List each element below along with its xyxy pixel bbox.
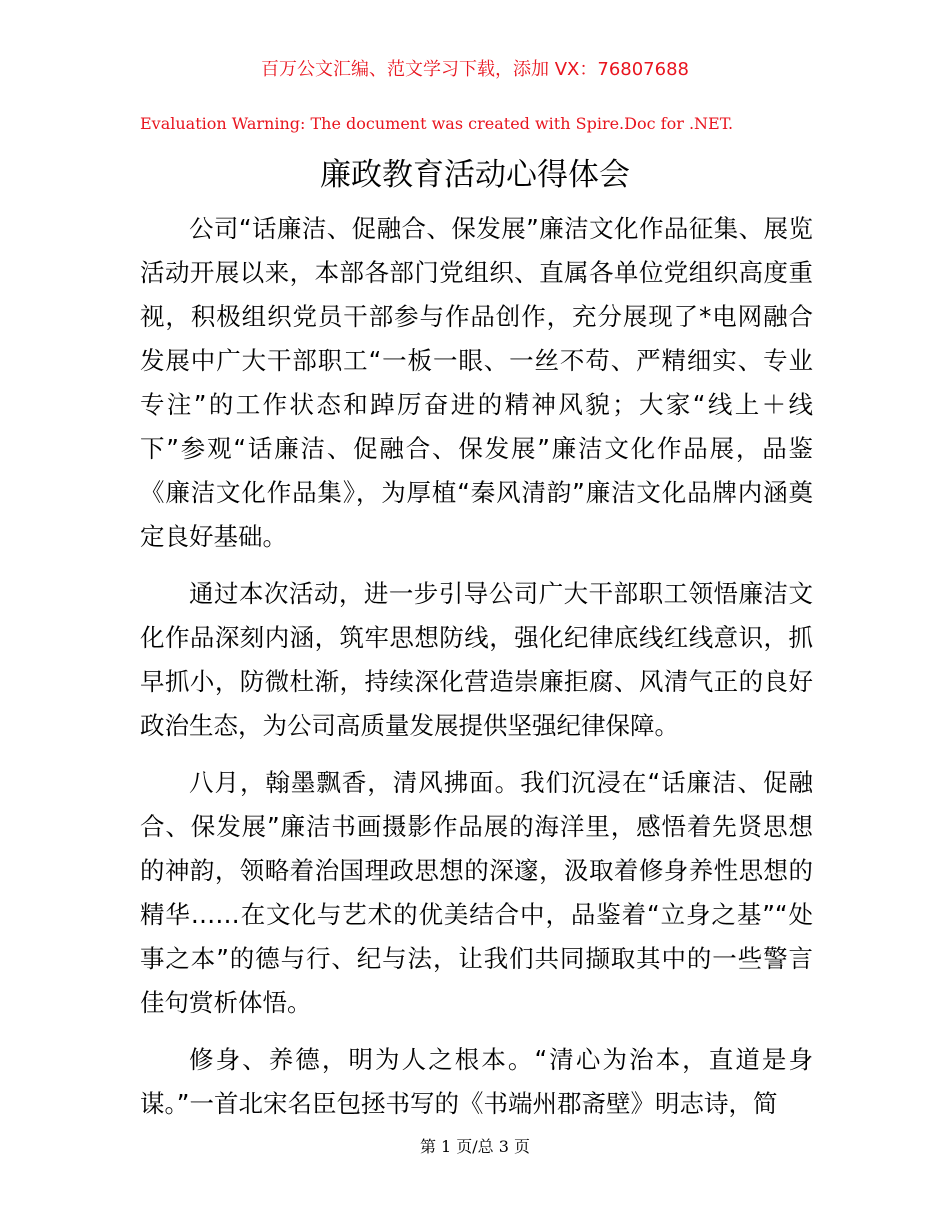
page-footer: 第 1 页/总 3 页 [419,1137,531,1156]
paragraph-1: 公司“话廉洁、促融合、保发展”廉洁文化作品征集、展览活动开展以来，本部各部门党组织、直属各单位党组织高度重视，积极组织党员干部参与作品创作，充分展现了*电网融合发展中广大干部职工“一板一眼、一丝不苟、严精细实、专业专注”的工作状态和踔厉奋进的精神风貌；大家“线上＋线下”参观“话廉洁、促融合、保发展”廉洁文化作品展，品鉴《廉洁文化作品集》，为厚植“秦风清韵”廉洁文化品牌内涵奠定良好基础。 [140,214,813,551]
paragraph-4: 修身、养德，明为人之根本。“清心为治本，直道是身谋。”一首北宋名臣包拯书写的《书端州郡斋壁》明志诗，简 [140,1045,813,1118]
evaluation-warning: Evaluation Warning: The document was created with Spire.Doc for .NET. [140,114,734,133]
paragraph-2: 通过本次活动，进一步引导公司广大干部职工领悟廉洁文化作品深刻内涵，筑牢思想防线，强化纪律底线红线意识，抓早抓小，防微杜渐，持续深化营造崇廉拒腐、风清气正的良好政治生态，为公司高质量发展提供坚强纪律保障。 [140,579,813,740]
paragraph-3: 八月，翰墨飘香，清风拂面。我们沉浸在“话廉洁、促融合、保发展”廉洁书画摄影作品展的海洋里，感悟着先贤思想的神韵，领略着治国理政思想的深邃，汲取着修身养性思想的精华……在文化与艺术的优美结合中，品鉴着“立身之基”“处事之本”的德与行、纪与法，让我们共同撷取其中的一些警言佳句赏析体悟。 [140,768,813,1017]
document-body [140,207,813,1139]
header-banner: 百万公文汇编、范文学习下载，添加 VX：76807688 [261,59,689,80]
document-title: 廉政教育活动心得体会 [320,157,630,193]
